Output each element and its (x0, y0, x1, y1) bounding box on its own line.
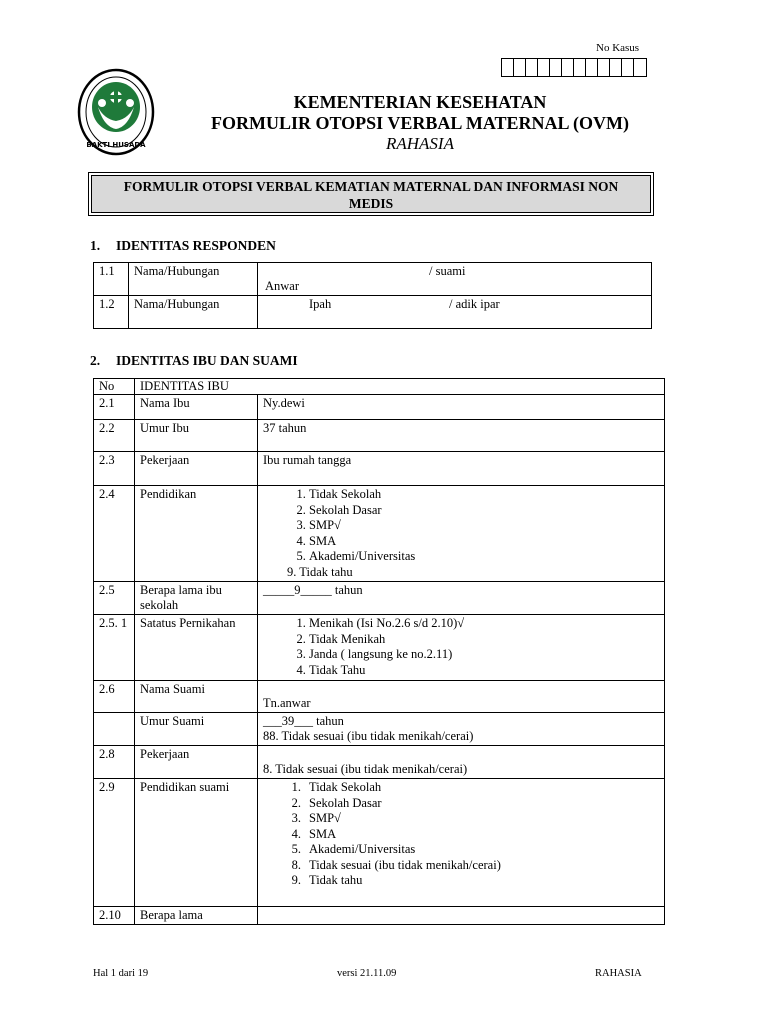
status-pernikahan-options[interactable] (258, 615, 665, 681)
pekerjaan-suami-value[interactable]: 8. Tidak sesuai (ibu tidak menikah/cerai) (258, 746, 665, 779)
no-kasus-digit-box[interactable] (526, 59, 538, 76)
ministry-title: KEMENTERIAN KESEHATAN (293, 92, 547, 112)
no-kasus-digit-box[interactable] (562, 59, 574, 76)
row-label: Pekerjaan (135, 746, 258, 779)
row-number: 1.1 (94, 263, 129, 296)
row-label: Nama/Hubungan (129, 296, 258, 329)
no-kasus-input-boxes[interactable] (501, 58, 647, 77)
section-2-number: 2. (90, 353, 101, 368)
option-number: 1. (291, 780, 301, 794)
table-row (94, 263, 652, 296)
option-item[interactable] (263, 780, 659, 796)
table-row (94, 615, 665, 681)
no-kasus-digit-box[interactable] (586, 59, 598, 76)
row-number: 2.8 (94, 746, 135, 779)
header-no: No (94, 379, 135, 395)
option-text: Tidak sesuai (ibu tidak menikah/cerai) (309, 857, 501, 872)
row-label: Berapa lama ibu sekolah (135, 582, 258, 615)
row-label: Nama Suami (135, 681, 258, 713)
table-row (94, 296, 652, 329)
row-label: Nama/Hubungan (129, 263, 258, 296)
row-number (94, 713, 135, 746)
option-number: 9. (291, 873, 301, 887)
no-kasus-digit-box[interactable] (538, 59, 550, 76)
banner-line-1: FORMULIR OTOPSI VERBAL KEMATIAN MATERNAL DAN INFORMASI NON (123, 179, 619, 194)
option-text: Akademi/Universitas (309, 842, 416, 856)
option-item[interactable] (263, 858, 659, 874)
form-title: FORMULIR OTOPSI VERBAL MATERNAL (OVM) (210, 113, 630, 133)
option-item[interactable] (263, 842, 659, 858)
option-number: 4. (291, 826, 301, 841)
option-item[interactable]: 2. Tidak Menikah (309, 632, 659, 648)
row-number: 2.4 (94, 486, 135, 582)
section-1-title (90, 238, 276, 254)
table-row (94, 779, 665, 907)
respondent-2-relation: / adik ipar (449, 297, 500, 311)
option-number: 8. (291, 857, 301, 872)
bakti-husada-logo (76, 67, 156, 157)
no-kasus-digit-box[interactable] (634, 59, 646, 76)
option-item[interactable] (263, 827, 659, 843)
no-kasus-digit-box[interactable] (598, 59, 610, 76)
pendidikan-suami-list (263, 780, 659, 889)
header-title: IDENTITAS IBU (135, 379, 665, 395)
option-item[interactable]: 9. Tidak tahu (287, 564, 353, 579)
option-text: Sekolah Dasar (309, 795, 382, 810)
table-row (94, 907, 665, 925)
row-number: 2.5 (94, 582, 135, 615)
form-banner (88, 172, 654, 216)
option-number: 2. (291, 795, 301, 810)
no-kasus-digit-box[interactable] (514, 59, 526, 76)
table-row (94, 452, 665, 486)
title-block (150, 92, 690, 154)
mother-husband-table (93, 378, 665, 925)
banner-line-2: MEDIS (348, 196, 394, 211)
footer-confidential: RAHASIA (595, 968, 642, 979)
confidential-title: RAHASIA (386, 134, 454, 153)
pendidikan-ibu-options[interactable] (258, 486, 665, 582)
row-number: 2.2 (94, 420, 135, 452)
lama-sekolah-suami-value[interactable] (258, 907, 665, 925)
pekerjaan-ibu-value[interactable]: Ibu rumah tangga (258, 452, 665, 486)
umur-suami-note: 88. Tidak sesuai (ibu tidak menikah/cerai) (263, 729, 474, 743)
option-item[interactable]: 4. SMA (309, 534, 659, 550)
row-number: 2.3 (94, 452, 135, 486)
option-text: SMP√ (309, 811, 341, 825)
section-2-title (90, 353, 298, 369)
row-label: Pendidikan (135, 486, 258, 582)
table-row (94, 681, 665, 713)
option-item[interactable]: 4. Tidak Tahu (309, 663, 659, 679)
row-label: Umur Suami (135, 713, 258, 746)
option-item[interactable]: 1. Tidak Sekolah (309, 487, 659, 503)
table-row (94, 713, 665, 746)
option-item[interactable]: 3. Janda ( langsung ke no.2.11) (309, 647, 659, 663)
nama-suami-value[interactable]: Tn.anwar (258, 681, 665, 713)
option-item[interactable]: 2. Sekolah Dasar (309, 503, 659, 519)
logo-text: BAKTI HUSADA (86, 141, 146, 149)
row-label: Nama Ibu (135, 395, 258, 420)
respondent-table (93, 262, 652, 329)
row-number: 1.2 (94, 296, 129, 329)
row-label: Satatus Pernikahan (135, 615, 258, 681)
table-row (94, 486, 665, 582)
option-item[interactable]: 1. Menikah (Isi No.2.6 s/d 2.10)√ (309, 616, 659, 632)
row-label: Pendidikan suami (135, 779, 258, 907)
row-label: Pekerjaan (135, 452, 258, 486)
option-text: Tidak Sekolah (309, 780, 382, 794)
no-kasus-digit-box[interactable] (574, 59, 586, 76)
footer-page-number: Hal 1 dari 19 (93, 968, 149, 979)
section-1-number: 1. (90, 238, 101, 253)
table-header-row (94, 379, 665, 395)
no-kasus-digit-box[interactable] (610, 59, 622, 76)
lama-sekolah-value[interactable]: _____9_____ tahun (258, 582, 665, 615)
row-label: Umur Ibu (135, 420, 258, 452)
option-item[interactable]: 5. Akademi/Universitas (309, 549, 659, 565)
section-2-label: IDENTITAS IBU DAN SUAMI (116, 353, 298, 368)
no-kasus-digit-box[interactable] (502, 59, 514, 76)
option-item[interactable] (263, 796, 659, 812)
row-label: Berapa lama (135, 907, 258, 925)
option-text: Tidak tahu (309, 873, 363, 887)
respondent-2-value[interactable] (258, 296, 652, 329)
option-text: SMA (309, 826, 337, 841)
no-kasus-digit-box[interactable] (622, 59, 634, 76)
section-1-label: IDENTITAS RESPONDEN (116, 238, 276, 253)
table-row (94, 582, 665, 615)
row-number: 2.9 (94, 779, 135, 907)
nama-ibu-value[interactable]: Ny.dewi (258, 395, 665, 420)
table-row (94, 746, 665, 779)
option-item[interactable] (263, 811, 659, 827)
respondent-1-name: Anwar (265, 279, 300, 293)
row-number: 2.5. 1 (94, 615, 135, 681)
respondent-1-relation: / suami (429, 264, 466, 278)
option-number: 5. (291, 842, 301, 856)
no-kasus-digit-box[interactable] (550, 59, 562, 76)
umur-suami-value[interactable] (258, 713, 665, 746)
respondent-2-name: Ipah (309, 297, 332, 311)
footer-version: versi 21.11.09 (337, 968, 397, 979)
row-number: 2.10 (94, 907, 135, 925)
umur-suami-text: ___39___ tahun (263, 714, 344, 728)
option-item[interactable] (263, 873, 659, 889)
row-number: 2.1 (94, 395, 135, 420)
respondent-1-value[interactable] (258, 263, 652, 296)
row-number: 2.6 (94, 681, 135, 713)
umur-ibu-value[interactable]: 37 tahun (258, 420, 665, 452)
no-kasus-label: No Kasus (596, 42, 640, 54)
option-number: 3. (291, 811, 301, 825)
pendidikan-suami-options[interactable] (258, 779, 665, 907)
table-row (94, 395, 665, 420)
table-row (94, 420, 665, 452)
option-item[interactable]: 3. SMP√ (309, 518, 659, 534)
